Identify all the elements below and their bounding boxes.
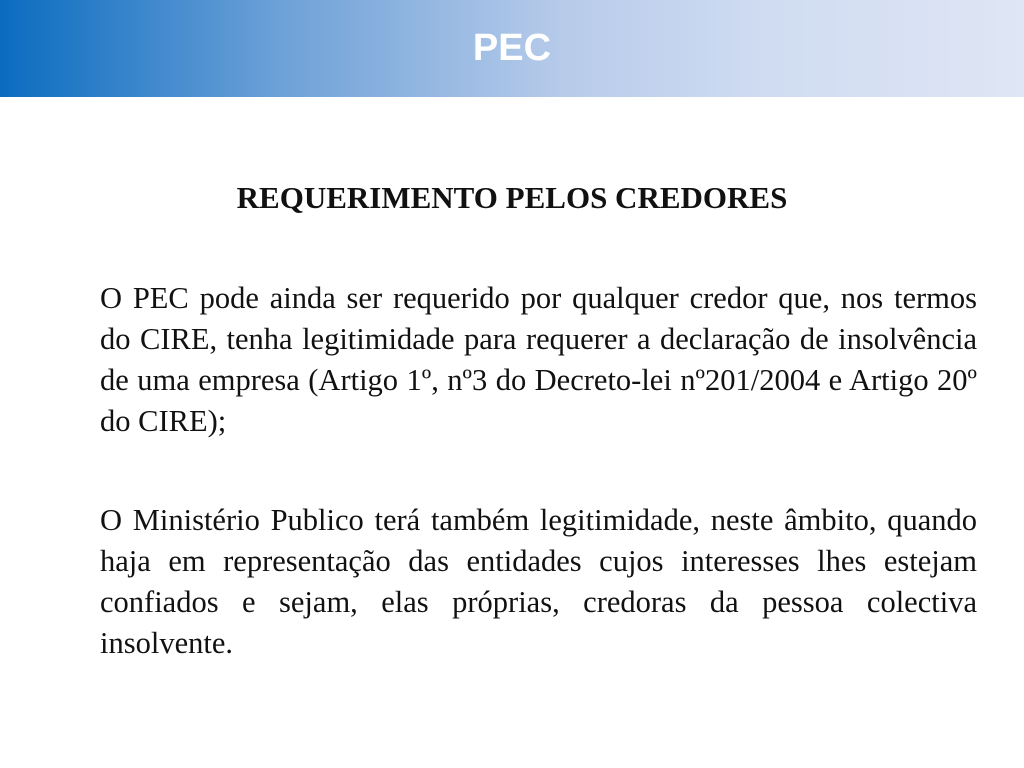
paragraph-ministerio-publico: O Ministério Publico terá também legitimidade, neste âmbito, quando haja em representação das entidades cujos interesses lhes estejam confiados e sejam, elas próprias, credoras da pessoa colectiva insolvente. bbox=[100, 503, 977, 660]
section-heading: REQUERIMENTO PELOS CREDORES bbox=[236, 180, 788, 215]
slide-title: PEC bbox=[472, 27, 552, 69]
paragraph-credores: O PEC pode ainda ser requerido por qualquer credor que, nos termos do CIRE, tenha legitimidade para requerer a declaração de insolvência de uma empresa (Artigo 1º, nº3 do Decreto-lei nº201/2004 e Artigo 20º do CIRE); bbox=[100, 281, 977, 438]
